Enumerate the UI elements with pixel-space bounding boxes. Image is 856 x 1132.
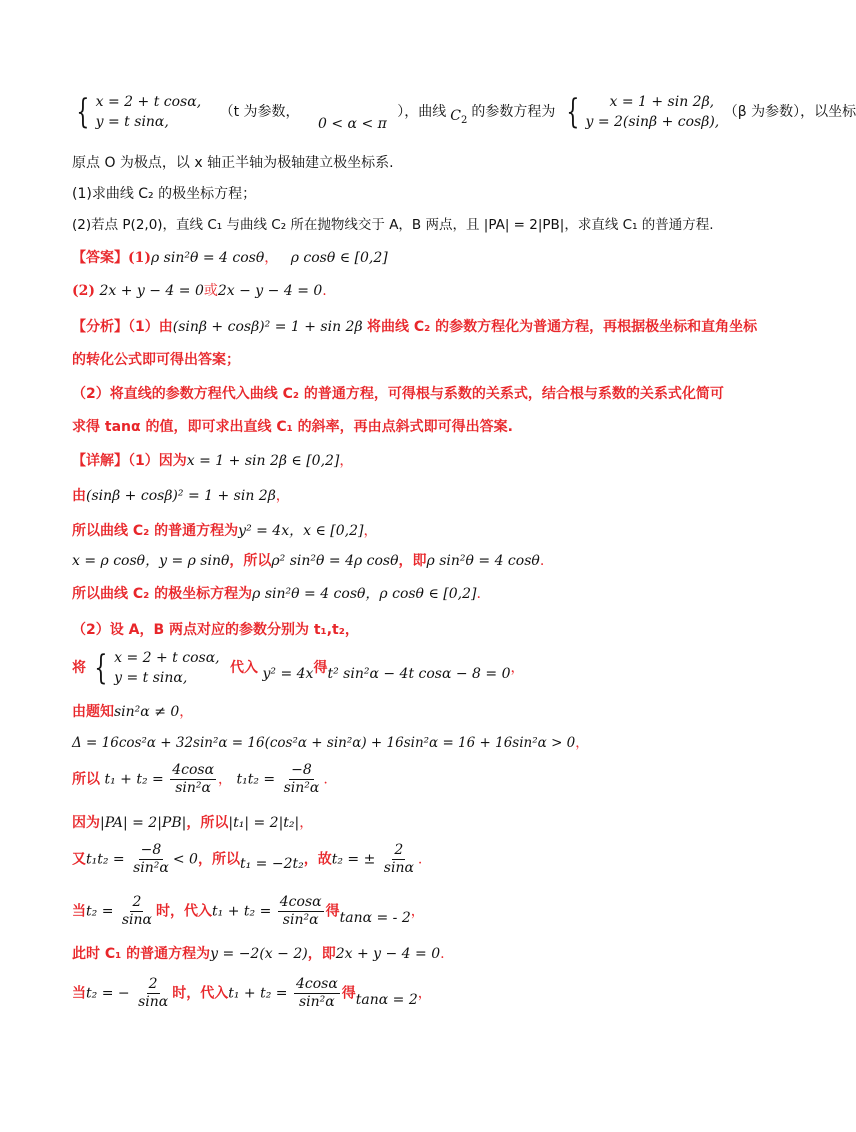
c1-alpha-range: 0 < α < π [318, 116, 387, 132]
detail-line-15: 当t₂ = − $\frac{2}{\sin\alpha}$ 时，代入t₁ + t₂ = $\frac{4\cos\alpha}{\text{sin²α}}$ 得tanα = 2， [72, 976, 432, 1010]
c2-param-note: （β 为参数），以坐标 [723, 104, 856, 120]
fraction: $\frac{4\cos\alpha}{\text{sin²α}}$ [279, 894, 322, 928]
detail-line-8: 由题知sin²α ≠ 0， [72, 704, 194, 720]
analysis-line-4: 求得 tanα 的值，即可求出直线 C₁ 的斜率，再由点斜式即可得出答案. [72, 419, 513, 435]
answer-1-range: ρ cosθ ∈ [0,2] [290, 250, 388, 266]
analysis-line-2: 的转化公式即可得出答案； [72, 352, 240, 368]
analysis-line-1: 【分析】（1）由(sinβ + cosβ)² = 1 + sin 2β 将曲线 C₂ 的参数方程化为普通方程，再根据极坐标和直角坐标 [72, 319, 758, 335]
c2-parametric-system: { x = 1 + sin 2β, y = 2(sinβ + cosβ), [566, 92, 720, 132]
fraction: $\frac{-8}{\text{sin²α}}$ [283, 762, 320, 796]
fraction: $\frac{4\cos\alpha}{\text{sin²α}}$ [295, 976, 338, 1010]
detail-tag: 【详解】 [72, 453, 128, 469]
answer-line-2: (2) 2x + y − 4 = 0或2x − y − 4 = 0. [72, 283, 327, 299]
detail-line-9: Δ = 16cos²α + 32sin²α = 16(cos²α + sin²α) + 16sin²α = 16 + 16sin²α > 0， [72, 735, 589, 751]
answer-tag: 【答案】 [72, 250, 128, 266]
problem-line-2: 原点 O 为极点，以 x 轴正半轴为极轴建立极坐标系. [72, 155, 394, 171]
answer-2-eq1: 2x + y − 4 = 0 [99, 283, 204, 299]
answer-1-equation: ρ sin²θ = 4 cosθ [151, 250, 265, 266]
problem-line-1: { x = 2 + t cosα, y = t sinα, （t 为参数， 0 < α < π ），曲线 $C_2$的参数方程为 { x = 1 + sin 2β, y = 2(sinβ + cosβ), （β 为参数），以坐标 [72, 92, 740, 138]
c1-param-note: （t 为参数， [219, 104, 300, 120]
substitution-system: { x = 2 + t cosα, y = t sinα, [94, 648, 220, 688]
fraction: $\frac{-8}{\text{sin²α}}$ [133, 842, 169, 876]
c2-name: $C_2$ [450, 108, 468, 126]
question-1: (1)求曲线 C₂ 的极坐标方程； [72, 186, 257, 202]
c1-parametric-system: { x = 2 + t cosα, y = t sinα, [76, 92, 202, 132]
detail-line-5: 所以曲线 C₂ 的极坐标方程为ρ sin²θ = 4 cosθ，ρ cosθ ∈ [0,2]. [72, 586, 481, 602]
detail-line-1: 【详解】（1）因为x = 1 + sin 2β ∈ [0,2]， [72, 453, 354, 469]
answer-line-1: 【答案】(1)ρ sin²θ = 4 cosθ， ρ cosθ ∈ [0,2] [72, 250, 388, 266]
detail-line-4: x = ρ cosθ，y = ρ sinθ，所以ρ² sin²θ = 4ρ cosθ，即ρ sin²θ = 4 cosθ. [72, 553, 545, 569]
fraction: $\frac{4\cos\alpha}{\text{sin²α}}$ [172, 762, 215, 796]
detail-line-13: 当t₂ = $\frac{2}{\sin\alpha}$ 时，代入t₁ + t₂ = $\frac{4\cos\alpha}{\text{sin²α}}$ 得tanα = - 2， [72, 894, 425, 928]
analysis-line-3: （2）将直线的参数方程代入曲线 C₂ 的普通方程，可得根与系数的关系式，结合根与系数的关系式化简可 [72, 386, 724, 402]
fraction: $\frac{2}{\sin\alpha}$ [383, 842, 414, 876]
detail-line-11: 因为|PA| = 2|PB|，所以|t₁| = 2|t₂|， [72, 815, 314, 831]
fraction: $\frac{2}{\sin\alpha}$ [138, 976, 169, 1010]
detail-line-3: 所以曲线 C₂ 的普通方程为y² = 4x，x ∈ [0,2]， [72, 523, 378, 539]
detail-line-14: 此时 C₁ 的普通方程为y = −2(x − 2)，即2x + y − 4 = 0. [72, 946, 445, 962]
detail-line-7: 将 { x = 2 + t cosα, y = t sinα, 代入 y² = 4x得t² sin²α − 4t cosα − 8 = 0， [72, 648, 525, 688]
question-2: (2)若点 P(2,0)，直线 C₁ 与曲线 C₂ 所在抛物线交于 A，B 两点，且 |PA| = 2|PB|，求直线 C₁ 的普通方程. [72, 217, 714, 233]
answer-2-eq2: 2x − y − 4 = 0 [217, 283, 323, 299]
discriminant: Δ = 16cos²α + 32sin²α = 16(cos²α + sin²α) + 16sin²α = 16 + 16sin²α > 0 [72, 735, 576, 751]
fraction: $\frac{2}{\sin\alpha}$ [121, 894, 153, 928]
detail-line-2: 由(sinβ + cosβ)² = 1 + sin 2β， [72, 488, 290, 504]
detail-line-12: 又t₁t₂ = $\frac{-8}{\text{sin²α}}$ < 0，所以t₁ = −2t₂，故t₂ = ± $\frac{2}{\sin\alpha}$ . [72, 842, 423, 876]
analysis-tag: 【分析】 [72, 319, 128, 335]
detail-line-6: （2）设 A，B 两点对应的参数分别为 t₁,t₂， [72, 622, 359, 638]
analysis-formula: (sinβ + cosβ)² = 1 + sin 2β [172, 319, 363, 335]
detail-line-10: 所以 t₁ + t₂ = $\frac{4\cos\alpha}{\text{sin²α}}$ ， t₁t₂ = $\frac{-8}{\text{sin²α}}$ . [72, 762, 328, 796]
